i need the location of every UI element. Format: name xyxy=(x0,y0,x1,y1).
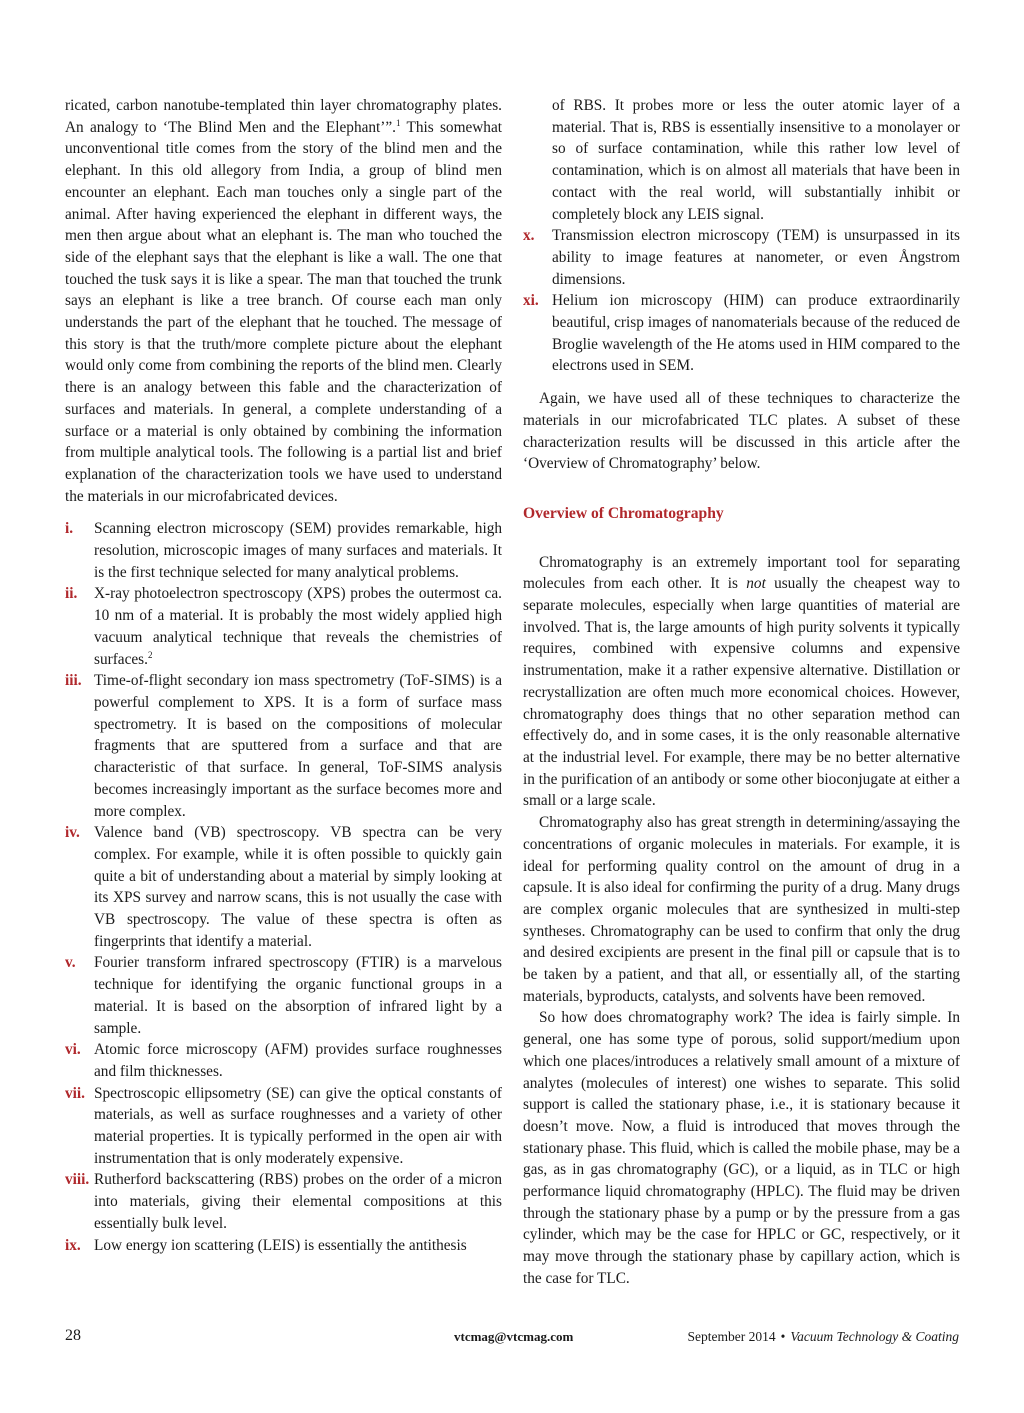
list-item: vi. Atomic force microscopy (AFM) provides surface roughnesses and film thicknesses. xyxy=(65,1041,502,1080)
chromatography-paragraph-1: Chromatography is an extremely important tool for separating molecules from each other. It is not usually the cheapest way to separate molecules, especially when large quantities of material are involved. That is, the large amounts of high purity solvents it typically requires, combined with expensive columns and expensive instrumentation, make it a rather expensive alternative. Distillation or recrystallization are often much more economical choices. However, chromatography does things that no other separation method can effectively do, and in some cases, it is the only reasonable alternative at the industrial level. For example, there may be no better alternative in the purification of an antibody or some other bioconjugate at either a small or a large scale. xyxy=(523,553,961,810)
footnote-ref-2: 2 xyxy=(147,649,153,660)
list-item: xi. Helium ion microscopy (HIM) can produce extraordinarily beautiful, crisp images of nanomaterials because of the reduced de Broglie wavelength of the He atoms used in HIM compared to the electrons used in SEM. xyxy=(523,292,960,375)
intro-paragraph: ricated, carbon nanotube-templated thin layer chromatography plates. An analogy to ‘The Blind Men and the Elephant’”.$^1$ This somewhat unconventional title comes from the story of the blind men and the elephant. In this old allegory from India, a group of blind men encounter an elephant. Each man touches only a single part of the animal. After having experienced the elephant in different ways, the men then argue about what an elephant is. The man who touched the side of the elephant says that the elephant is like a wall. The one that touched the tusk says it is like a spear. The man that touched the trunk says an elephant is like a tree branch. Of course each man only understands the part of the elephant that he touched. The message of this story is that the truth/more complete picture about the elephant would only come from combining the reports of the blind men. Clearly there is an analogy between this fable and the characterization of surfaces and materials. In general, a complete understanding of a surface or a material is only obtained by combining the information from multiple analytical tools. The following is a partial list and brief explanation of the characterization tools we have used to understand the materials in our microfabricated devices. xyxy=(65,97,502,505)
left-column xyxy=(65,95,502,1256)
magazine-title: Vacuum Technology & Coating xyxy=(790,1329,959,1344)
list-item: vii. Spectroscopic ellipsometry (SE) can give the optical constants of materials, as well as surface roughnesses and a variety of other material properties. It is typically performed in the open air with instrumentation that is only moderately expensive. xyxy=(65,1084,502,1167)
chromatography-paragraph-3: So how does chromatography work? The idea is fairly simple. In general, one has some type of porous, solid support/medium upon which one places/introduces a relatively small amount of a mixture of analytes (molecules of interest) one wishes to separate. This solid support is called the stationary phase, i.e., it is stationary because it doesn’t move. Now, a fluid is introduced that moves through the stationary phase. This fluid, which is called the mobile phase, may be a gas, as in gas chromatography (GC), or a liquid, as in TLC or high performance liquid chromatography (HPLC). The fluid may be driven through the stationary phase by a pump or by the pressure from a gas cylinder, which may be the case for HPLC or GC, respectively, or it may move through the stationary phase by capillary action, which is the case for TLC. xyxy=(523,1009,960,1287)
page-number: 28 xyxy=(65,1327,81,1344)
list-item: ix. Low energy ion scattering (LEIS) is essentially the antithesis xyxy=(65,1236,467,1254)
chromatography-paragraph-2: Chromatography also has great strength in determining/assaying the concentrations of organic molecules in materials. For example, it is ideal for performing quality control on the amount of drug in a capsule. It is also ideal for confirming the purity of a drug. Many drugs are complex organic molecules that are synthesized in multi-step syntheses. Chromatography can be used to confirm that only the drug and desired excipients are present in the final pill or capsule that is to be taken by a patient, and that all, or essentially all, of the starting materials, byproducts, catalysts, and solvents have been removed. xyxy=(523,814,960,1005)
list-item: ii. X-ray photoelectron spectroscopy (XPS) probes the outermost ca. 10 nm of a material. It is probably the most widely applied high vacuum analytical technique that reveals the chemistries of surfaces.$^2$ xyxy=(65,585,502,668)
contact-email[interactable]: vtcmag@vtcmag.com xyxy=(454,1329,574,1344)
bullet-separator: • xyxy=(780,1329,786,1344)
list-item: i. Scanning electron microscopy (SEM) provides remarkable, high resolution, microscopic images of many surfaces and materials. It is the first technique selected for many analytical problems. xyxy=(65,520,502,581)
list-item-continued: of RBS. It probes more or less the outer atomic layer of a material. That is, RBS is essentially insensitive to a monolayer or so of surface contamination, while this rather low level of contamination, which is on almost all materials that have been in contact with the real world, will substantially inhibit or completely block any LEIS signal. xyxy=(552,97,960,223)
techniques-list-continued xyxy=(523,95,960,377)
techniques-list xyxy=(65,518,502,1256)
issue-info: September 2014 • Vacuum Technology & Coating xyxy=(687,1329,959,1344)
list-item: x. Transmission electron microscopy (TEM) is unsurpassed in its ability to image features at nanometer, or even Ångstrom dimensions. xyxy=(523,227,960,288)
right-column xyxy=(523,95,960,1290)
page-footer xyxy=(65,1327,959,1349)
footnote-ref-1: 1 xyxy=(396,117,401,128)
section-heading: Overview of Chromatography xyxy=(523,504,724,522)
again-paragraph: Again, we have used all of these techniques to characterize the materials in our microfabricated TLC plates. A subset of these characterization results will be discussed in this article after the ‘Overview of Chromatography’ below. xyxy=(523,390,960,473)
list-item: viii. Rutherford backscattering (RBS) probes on the order of a micron into materials, giving their elemental compositions at this essentially bulk level. xyxy=(65,1171,502,1232)
list-item: iv. Valence band (VB) spectroscopy. VB spectra can be very complex. For example, while it is often possible to quickly gain quite a bit of understanding about a material by simply looking at its XPS survey and narrow scans, this is not usually the case with VB spectroscopy. The value of these spectra is often as fingerprints that identify a material. xyxy=(65,824,502,950)
list-item: iii. Time-of-flight secondary ion mass spectrometry (ToF-SIMS) is a powerful complement to XPS. It is a form of surface mass spectrometry. It is based on the compositions of molecular fragments that are sputtered from a surface and that are characteristic of that surface. In general, ToF-SIMS analysis becomes increasingly important as the surface becomes more and more complex. xyxy=(65,672,502,820)
list-item: v. Fourier transform infrared spectroscopy (FTIR) is a marvelous technique for identifying the organic functional groups in a material. It is based on the absorption of infrared light by a sample. xyxy=(65,954,502,1037)
